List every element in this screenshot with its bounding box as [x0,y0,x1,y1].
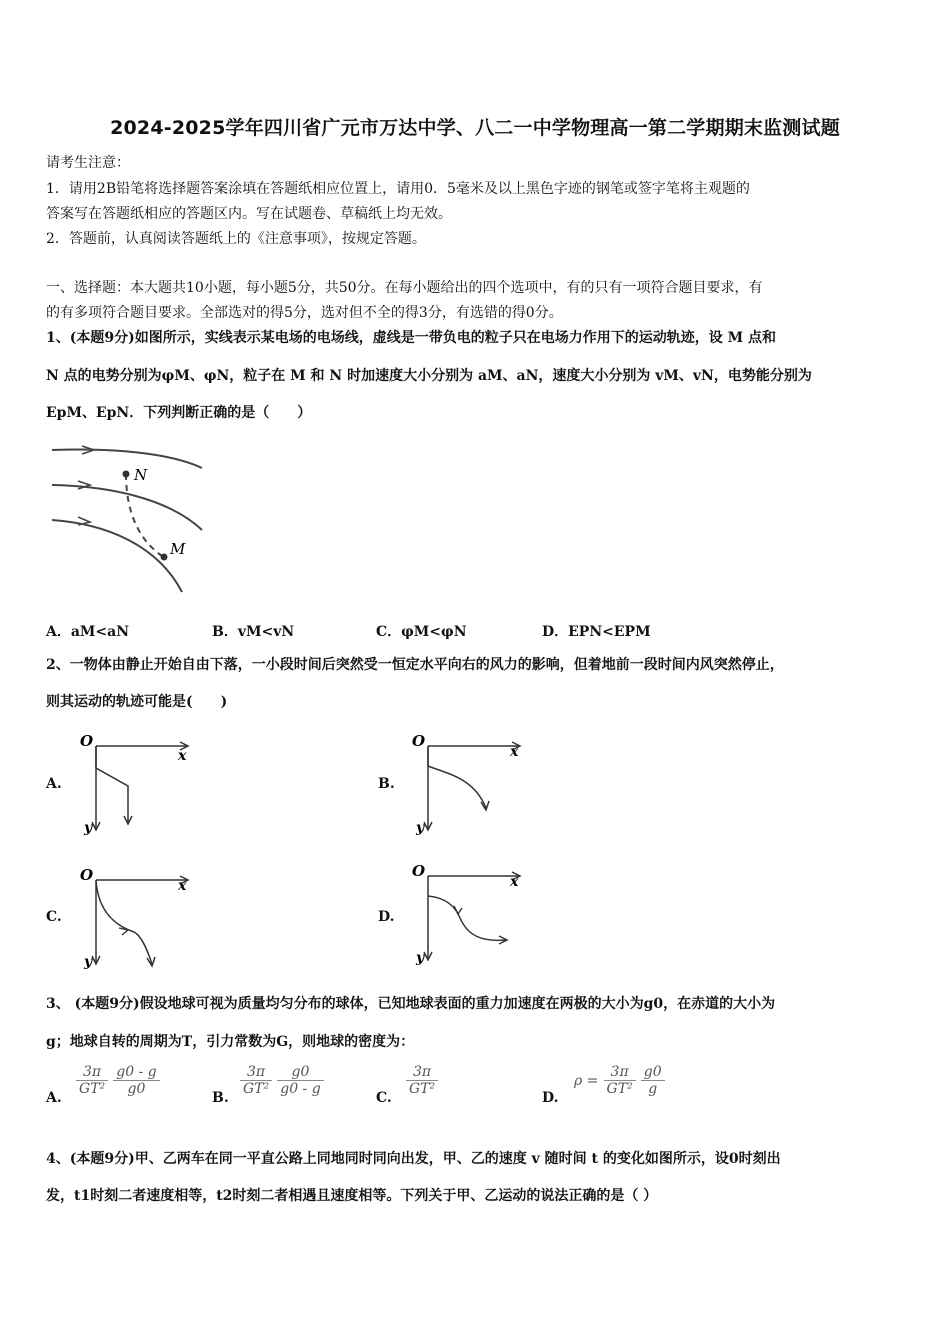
q1-option-d[interactable]: D．EPN<EPM [542,624,651,640]
q1-field-figure [48,440,213,598]
q3-line2: g；地球自转的周期为T，引力常数为G，则地球的密度为： [46,1034,415,1050]
three-pi: 3π [76,1064,108,1081]
q2-line2: 则其运动的轨迹可能是( ) [46,694,228,710]
q3-option-b-label[interactable]: B. [212,1090,229,1106]
notice-item-1b: 答案写在答题纸相应的答题区内。写在试题卷、草稿纸上均无效。 [46,206,452,222]
q2-option-d-label[interactable]: D. [378,909,395,925]
axis-o-label: O [80,732,94,750]
q4-line1: 4、(本题9分)甲、乙两车在同一平直公路上同地同时同向出发，甲、乙的速度 v 随时间 t 的变化如图所示，设0时刻出 [46,1151,781,1167]
point-n [123,471,130,478]
q1-option-a[interactable]: A．aM<aN [46,624,130,640]
q3-option-a-label[interactable]: A. [46,1090,62,1106]
three-pi: 3π [406,1064,438,1081]
q2-option-b-label[interactable]: B. [378,776,395,792]
q2-graph-d[interactable] [408,858,528,966]
axis-x-label: x [178,748,187,764]
g-t-squared: GT² [79,1081,106,1097]
q1-line3: EpM、EpN．下列判断正确的是（ ） [46,405,312,421]
q1-option-c[interactable]: C．φM<φN [376,624,467,640]
field-line-1 [52,450,202,468]
q2-line1: 2、一物体由静止开始自由下落，一小段时间后突然受一恒定水平向右的风力的影响，但着地前一段时间内风突然停止， [46,657,784,673]
q1-option-b[interactable]: B．vM<vN [212,624,295,640]
g-t-squared: GT² [409,1081,436,1097]
three-pi: 3π [240,1064,272,1081]
q3-option-d-formula[interactable] [574,1064,665,1097]
three-pi: 3π [604,1064,636,1081]
rho-equals: ρ = [574,1072,599,1089]
q2-option-c-label[interactable]: C. [46,909,62,925]
g0: g0 [641,1064,665,1081]
trajectory-a [96,746,128,824]
axis-y-label: y [416,820,425,836]
label-m: M [170,540,186,558]
notice-heading: 请考生注意： [46,155,130,171]
trajectory-c [96,880,152,964]
axis-y-label: y [84,954,93,970]
arrow-head-3 [78,517,90,525]
notice-item-1a: 1．请用2B铅笔将选择题答案涂填在答题纸相应位置上，请用0．5毫米及以上黑色字迹的钢笔或签字笔将主观题的 [46,181,750,197]
section1-line1: 一、选择题：本大题共10小题，每小题5分，共50分。在每小题给出的四个选项中，有的只有一项符合题目要求，有 [46,280,763,296]
axis-x-label: x [510,744,519,760]
q1-line1: 1、(本题9分)如图所示，实线表示某电场的电场线，虚线是一带负电的粒子只在电场力作用下的运动轨迹，设 M 点和 [46,330,776,346]
axis-y-label: y [416,950,425,966]
q3-option-c-formula[interactable] [406,1064,438,1097]
trajectory-dashed [126,474,162,556]
g0-minus-g: g0 - g [280,1081,321,1097]
trajectory-b [428,746,486,808]
g-t-squared: GT² [606,1081,633,1097]
g: g [648,1081,658,1097]
axis-o-label: O [412,732,426,750]
q3-option-d-label[interactable]: D. [542,1090,559,1106]
g0: g0 [277,1064,323,1081]
q3-option-a-formula[interactable] [76,1064,160,1097]
q2-option-a-label[interactable]: A. [46,776,62,792]
q1-line2: N 点的电势分别为φM、φN，粒子在 M 和 N 时加速度大小分别为 aM、aN，速度大小分别为 vM、vN，电势能分别为 [46,368,812,384]
q4-line2: 发，t1时刻二者速度相等，t2时刻二者相遇且速度相等。下列关于甲、乙运动的说法正确的是（ ） [46,1188,658,1204]
g0: g0 [127,1081,146,1097]
g-t-squared: GT² [243,1081,270,1097]
section1-line2: 的有多项符合题目要求。全部选对的得5分，选对但不全的得3分，有选错的得0分。 [46,305,563,321]
trajectory-d [428,896,506,940]
notice-item-2: 2．答题前，认真阅读答题纸上的《注意事项》，按规定答题。 [46,231,426,247]
q3-line1: 3、 (本题9分)假设地球可视为质量均匀分布的球体，已知地球表面的重力加速度在两极的大小为g0，在赤道的大小为 [46,996,776,1012]
label-n: N [134,466,148,484]
axis-x-label: x [510,874,519,890]
axis-x-label: x [178,878,187,894]
q3-option-c-label[interactable]: C. [376,1090,392,1106]
q2-graph-a[interactable] [76,728,196,836]
q3-option-b-formula[interactable] [240,1064,324,1097]
q2-graph-c[interactable] [76,862,196,970]
axis-o-label: O [80,866,94,884]
g0-minus-g: g0 - g [113,1064,159,1081]
axis-o-label: O [412,862,426,880]
q2-graph-b[interactable] [408,728,528,836]
axis-y-label: y [84,820,93,836]
page-title: 2024-2025学年四川省广元市万达中学、八二一中学物理高一第二学期期末监测试题 [110,117,840,139]
point-m [161,554,168,561]
